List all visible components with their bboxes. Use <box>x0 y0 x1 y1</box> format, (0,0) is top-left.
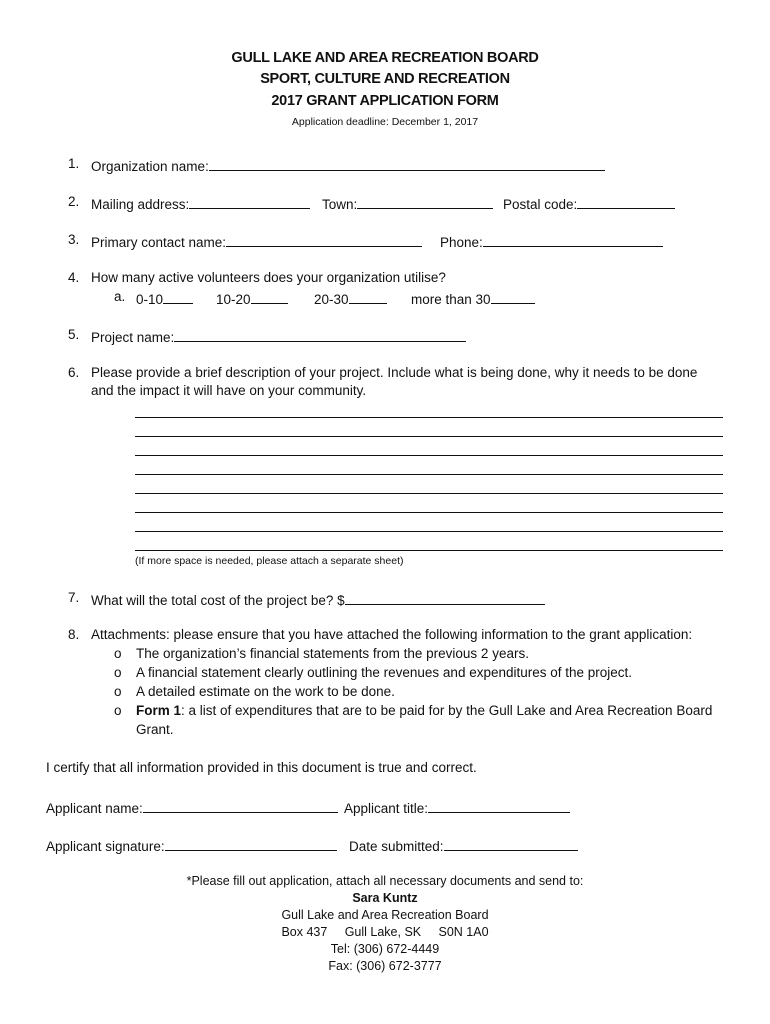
q3-row <box>91 232 422 250</box>
mailing-address-field[interactable] <box>189 194 310 209</box>
volunteers-option-20-30: 20-30 <box>314 289 387 307</box>
bullet-marker: o <box>114 703 122 718</box>
q3-number: 3. <box>68 232 80 247</box>
total-cost-label: What will the total cost of the project be? $ <box>91 593 345 608</box>
description-line[interactable] <box>135 512 723 513</box>
mailing-address-label: Mailing address: <box>91 197 190 212</box>
applicant-signature-field[interactable] <box>165 836 337 851</box>
phone-row <box>440 232 663 250</box>
contact-name: Sara Kuntz <box>352 891 418 905</box>
attachment-item-4-continued: Grant. <box>136 722 174 737</box>
applicant-signature-label: Applicant signature: <box>46 839 165 854</box>
postal-code-field[interactable] <box>577 194 675 209</box>
postal-code-row <box>503 194 675 212</box>
total-cost-field[interactable] <box>345 590 545 605</box>
description-question-line-2: and the impact it will have on your community. <box>91 383 367 398</box>
postal-code-label: Postal code: <box>503 197 578 212</box>
volunteers-option-0-10: 0-10 <box>136 289 193 307</box>
q2-row <box>91 194 310 212</box>
date-submitted-field[interactable] <box>444 836 578 851</box>
phone-label: Phone: <box>440 235 483 250</box>
q6-number: 6. <box>68 365 80 380</box>
organization-name-field[interactable] <box>209 156 605 171</box>
mailing-address: Box 437 Gull Lake, SK S0N 1A0 <box>281 925 489 939</box>
bullet-marker: o <box>114 646 122 661</box>
volunteers-30-plus-blank[interactable] <box>491 289 535 304</box>
q4-sub-letter: a. <box>114 289 126 304</box>
q8-number: 8. <box>68 627 80 642</box>
description-line[interactable] <box>135 474 723 475</box>
project-name-label: Project name: <box>91 330 175 345</box>
attachment-item-3: A detailed estimate on the work to be done. <box>136 684 395 699</box>
bullet-marker: o <box>114 684 122 699</box>
applicant-name-field[interactable] <box>143 798 338 813</box>
extra-space-note: (If more space is needed, please attach a separate sheet) <box>135 555 404 567</box>
q7-number: 7. <box>68 590 80 605</box>
applicant-signature-row <box>46 836 337 854</box>
date-submitted-row <box>349 836 578 854</box>
telephone-number: Tel: (306) 672-4449 <box>330 942 440 956</box>
attachment-item-4: Form 1: a list of expenditures that are to be paid for by the Gull Lake and Area Recreation Board <box>136 703 713 718</box>
description-line[interactable] <box>135 550 723 551</box>
description-line[interactable] <box>135 436 723 437</box>
primary-contact-label: Primary contact name: <box>91 235 227 250</box>
volunteers-question: How many active volunteers does your organization utilise? <box>91 270 446 285</box>
application-deadline: Application deadline: December 1, 2017 <box>291 116 479 128</box>
description-line[interactable] <box>135 455 723 456</box>
form-1-label: Form 1 <box>136 703 182 718</box>
date-submitted-label: Date submitted: <box>349 839 444 854</box>
fax-number: Fax: (306) 672-3777 <box>328 959 442 973</box>
applicant-name-row <box>46 798 338 816</box>
phone-field[interactable] <box>483 232 663 247</box>
q5-number: 5. <box>68 327 80 342</box>
town-row <box>322 194 493 212</box>
applicant-title-row <box>344 798 570 816</box>
volunteers-option-10-20: 10-20 <box>216 289 288 307</box>
applicant-title-field[interactable] <box>428 798 570 813</box>
q4-number: 4. <box>68 270 80 285</box>
header-line-1: GULL LAKE AND AREA RECREATION BOARD <box>231 50 539 66</box>
primary-contact-field[interactable] <box>226 232 422 247</box>
volunteers-option-30-plus: more than 30 <box>411 289 535 307</box>
form-title: 2017 GRANT APPLICATION FORM <box>271 93 499 109</box>
description-line[interactable] <box>135 417 723 418</box>
volunteers-20-30-blank[interactable] <box>349 289 387 304</box>
attachments-question: Attachments: please ensure that you have attached the following information to the grant application: <box>91 627 693 642</box>
town-label: Town: <box>322 197 358 212</box>
submission-instructions: *Please fill out application, attach all necessary documents and send to: <box>186 874 584 888</box>
volunteers-10-20-blank[interactable] <box>251 289 288 304</box>
description-question-line-1: Please provide a brief description of your project. Include what is being done, why it needs to be done <box>91 365 698 380</box>
attachment-item-1: The organization’s financial statements from the previous 2 years. <box>136 646 529 661</box>
contact-organization: Gull Lake and Area Recreation Board <box>281 908 489 922</box>
q2-number: 2. <box>68 194 80 209</box>
description-line[interactable] <box>135 493 723 494</box>
certification-statement: I certify that all information provided in this document is true and correct. <box>46 760 477 775</box>
q1-row <box>91 156 605 174</box>
organization-name-label: Organization name: <box>91 159 209 174</box>
description-line[interactable] <box>135 531 723 532</box>
bullet-marker: o <box>114 665 122 680</box>
attachment-item-2: A financial statement clearly outlining the revenues and expenditures of the project. <box>136 665 633 680</box>
header-line-2: SPORT, CULTURE AND RECREATION <box>260 71 510 87</box>
town-field[interactable] <box>357 194 493 209</box>
applicant-name-label: Applicant name: <box>46 801 143 816</box>
q1-number: 1. <box>68 156 80 171</box>
project-name-field[interactable] <box>174 327 466 342</box>
q5-row <box>91 327 466 345</box>
volunteers-0-10-blank[interactable] <box>163 289 193 304</box>
applicant-title-label: Applicant title: <box>344 801 429 816</box>
q7-row <box>91 590 545 608</box>
